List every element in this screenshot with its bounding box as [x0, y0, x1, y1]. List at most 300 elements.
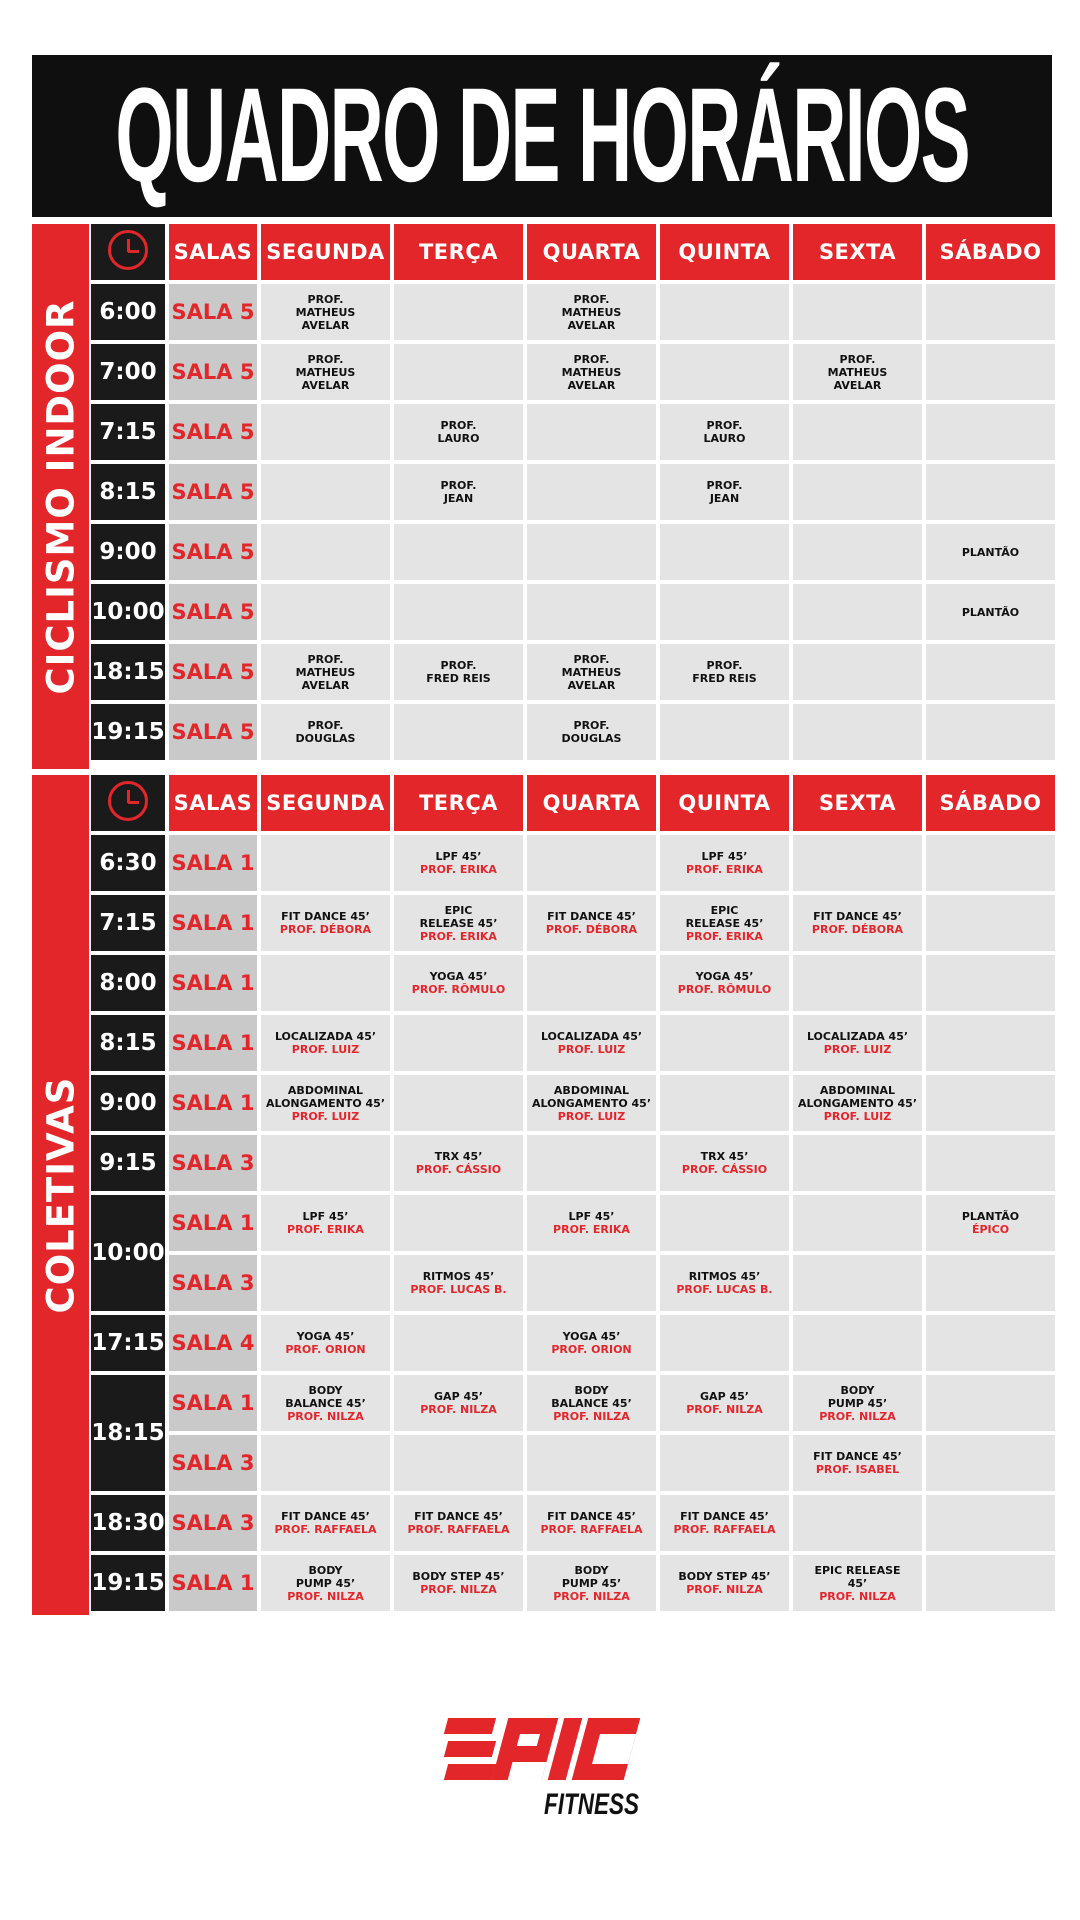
class-name: YOGA 45’ — [296, 1330, 355, 1343]
schedule-row — [91, 1075, 1055, 1131]
class-cell — [527, 584, 656, 640]
time-cell: 7:00 — [91, 344, 165, 400]
class-name: BODY STEP 45’ — [412, 1570, 505, 1583]
instructor-name: PROF. RAFFAELA — [540, 1523, 643, 1536]
class-cell — [261, 1255, 390, 1311]
class-cell — [261, 895, 390, 951]
class-name: FIT DANCE 45’ — [281, 1510, 370, 1523]
time-cell: 6:30 — [91, 835, 165, 891]
class-cell — [793, 1135, 922, 1191]
class-cell — [793, 464, 922, 520]
class-cell — [660, 704, 789, 760]
clock-header — [91, 224, 165, 280]
room-cell: SALA 5 — [169, 404, 257, 460]
class-cell — [660, 1495, 789, 1551]
class-cell — [660, 955, 789, 1011]
instructor-name: PROF. LUCAS B. — [676, 1283, 773, 1296]
class-cell — [261, 1435, 390, 1491]
class-name: PROF. FRED REIS — [692, 659, 757, 685]
class-cell — [527, 1315, 656, 1371]
instructor-name: PROF. ERIKA — [420, 929, 497, 943]
instructor-name: PROF. NILZA — [686, 1403, 763, 1416]
logo-wordmark — [446, 1718, 641, 1780]
class-cell — [926, 524, 1055, 580]
class-cell — [261, 835, 390, 891]
time-cell: 19:15 — [91, 1555, 165, 1611]
instructor-name: PROF. ERIKA — [287, 1223, 364, 1236]
class-cell — [793, 835, 922, 891]
class-name: BODY PUMP 45’ — [295, 1563, 356, 1590]
schedule-row — [91, 1315, 1055, 1371]
instructor-name: PROF. LUIZ — [291, 1043, 360, 1056]
header-day: TERÇA — [394, 224, 523, 280]
clock-icon — [108, 781, 148, 821]
time-cell: 9:15 — [91, 1135, 165, 1191]
class-cell — [261, 1495, 390, 1551]
instructor-name: PROF. NILZA — [553, 1589, 630, 1603]
instructor-name: PROF. ERIKA — [686, 863, 763, 876]
room-cell: SALA 5 — [169, 524, 257, 580]
header-day: QUINTA — [660, 224, 789, 280]
class-cell — [660, 1255, 789, 1311]
class-cell — [793, 955, 922, 1011]
schedule-row — [91, 1435, 1055, 1491]
class-name: PROF. MATHEUS AVELAR — [561, 292, 622, 332]
class-name: PROF. MATHEUS AVELAR — [295, 352, 356, 392]
class-cell — [394, 955, 523, 1011]
schedule-row — [91, 584, 1055, 640]
class-name: LPF 45’ — [701, 850, 748, 863]
room-cell: SALA 1 — [169, 835, 257, 891]
instructor-name: ÉPICO — [971, 1223, 1010, 1236]
class-name: EPIC RELEASE 45’ — [814, 1563, 901, 1590]
class-name: BODY BALANCE 45’ — [551, 1383, 632, 1410]
time-cell: 17:15 — [91, 1315, 165, 1371]
class-cell — [793, 1555, 922, 1611]
header-day: SÁBADO — [926, 775, 1055, 831]
instructor-name: PROF. LUIZ — [823, 1043, 892, 1056]
class-cell — [660, 344, 789, 400]
class-cell — [793, 1075, 922, 1131]
class-cell — [660, 524, 789, 580]
class-name: PROF. JEAN — [440, 479, 477, 505]
class-cell — [527, 464, 656, 520]
header-day: QUINTA — [660, 775, 789, 831]
class-name: GAP 45’ — [434, 1390, 483, 1403]
class-cell — [660, 1015, 789, 1071]
class-cell — [394, 1135, 523, 1191]
class-cell — [394, 1255, 523, 1311]
class-name: FIT DANCE 45’ — [680, 1510, 769, 1523]
room-cell: SALA 1 — [169, 955, 257, 1011]
class-cell — [926, 584, 1055, 640]
class-cell — [527, 1495, 656, 1551]
class-cell — [527, 1435, 656, 1491]
header-day: SEXTA — [793, 224, 922, 280]
room-cell: SALA 5 — [169, 464, 257, 520]
class-cell — [660, 1195, 789, 1251]
class-name: PROF. MATHEUS AVELAR — [827, 352, 888, 392]
class-cell — [261, 1015, 390, 1071]
time-cell: 9:00 — [91, 524, 165, 580]
class-name: BODY PUMP 45’ — [827, 1383, 888, 1410]
instructor-name: PROF. RAFFAELA — [407, 1523, 510, 1536]
class-name: PROF. DOUGLAS — [295, 719, 356, 745]
room-cell: SALA 4 — [169, 1315, 257, 1371]
class-cell — [660, 584, 789, 640]
class-name: TRX 45’ — [434, 1150, 483, 1163]
schedule-row — [91, 1375, 1055, 1431]
header-day: SEGUNDA — [261, 775, 390, 831]
class-name: PLANTÃO — [961, 605, 1020, 619]
class-cell — [394, 1495, 523, 1551]
class-name: LOCALIZADA 45’ — [274, 1030, 377, 1043]
class-cell — [261, 524, 390, 580]
class-name: ABDOMINAL ALONGAMENTO 45’ — [797, 1083, 918, 1110]
class-cell — [394, 1015, 523, 1071]
class-name: PROF. MATHEUS AVELAR — [561, 352, 622, 392]
class-cell — [394, 1435, 523, 1491]
header-day: QUARTA — [527, 224, 656, 280]
class-name: ABDOMINAL ALONGAMENTO 45’ — [265, 1083, 386, 1110]
instructor-name: PROF. LUIZ — [557, 1043, 626, 1056]
class-cell — [394, 1555, 523, 1611]
class-cell — [926, 344, 1055, 400]
class-name: FIT DANCE 45’ — [547, 910, 636, 923]
class-name: FIT DANCE 45’ — [547, 1510, 636, 1523]
class-cell — [394, 1195, 523, 1251]
class-cell — [527, 1255, 656, 1311]
class-cell — [793, 344, 922, 400]
schedule-row — [91, 704, 1055, 760]
class-name: PROF. MATHEUS AVELAR — [561, 652, 622, 692]
class-cell — [261, 464, 390, 520]
room-cell: SALA 3 — [169, 1435, 257, 1491]
schedule-row — [91, 1195, 1055, 1251]
instructor-name: PROF. LUCAS B. — [410, 1283, 507, 1296]
class-cell — [660, 404, 789, 460]
header-salas: SALAS — [169, 224, 257, 280]
class-cell — [527, 404, 656, 460]
class-name: PROF. DOUGLAS — [561, 719, 622, 745]
class-cell — [394, 1375, 523, 1431]
class-cell — [527, 1375, 656, 1431]
class-cell — [261, 1195, 390, 1251]
instructor-name: PROF. NILZA — [420, 1403, 497, 1416]
room-cell: SALA 1 — [169, 1075, 257, 1131]
instructor-name: PROF. CÁSSIO — [681, 1163, 768, 1176]
class-cell — [793, 1015, 922, 1071]
instructor-name: PROF. LUIZ — [823, 1109, 892, 1123]
class-cell — [926, 1375, 1055, 1431]
room-cell: SALA 3 — [169, 1135, 257, 1191]
instructor-name: PROF. NILZA — [553, 1409, 630, 1423]
class-cell — [527, 1075, 656, 1131]
class-cell — [261, 1375, 390, 1431]
schedule-row — [91, 404, 1055, 460]
class-cell — [926, 1495, 1055, 1551]
instructor-name: PROF. RAFFAELA — [673, 1523, 776, 1536]
time-cell: 8:15 — [91, 1015, 165, 1071]
class-cell — [926, 1195, 1055, 1251]
instructor-name: PROF. DÉBORA — [545, 923, 638, 936]
class-name: PROF. FRED REIS — [426, 659, 491, 685]
schedule-row — [91, 1015, 1055, 1071]
class-name: LPF 45’ — [435, 850, 482, 863]
schedule-table — [87, 220, 1059, 764]
class-name: FIT DANCE 45’ — [813, 910, 902, 923]
schedule-row — [91, 1135, 1055, 1191]
class-cell — [926, 644, 1055, 700]
class-cell — [261, 344, 390, 400]
class-name: LOCALIZADA 45’ — [806, 1030, 909, 1043]
class-name: PLANTÃO — [961, 545, 1020, 559]
section-label: CICLISMO INDOOR — [39, 298, 82, 695]
logo-subtitle: FITNESS — [544, 1788, 640, 1821]
schedule-row — [91, 1495, 1055, 1551]
schedule-row — [91, 955, 1055, 1011]
class-name: YOGA 45’ — [429, 970, 488, 983]
class-cell — [660, 1135, 789, 1191]
class-cell — [261, 1135, 390, 1191]
title-banner — [32, 55, 1052, 217]
room-cell: SALA 5 — [169, 584, 257, 640]
class-cell — [793, 644, 922, 700]
instructor-name: PROF. CÁSSIO — [415, 1163, 502, 1176]
room-cell: SALA 1 — [169, 1555, 257, 1611]
instructor-name: PROF. NILZA — [287, 1409, 364, 1423]
class-name: YOGA 45’ — [562, 1330, 621, 1343]
class-cell — [527, 895, 656, 951]
class-name: PROF. MATHEUS AVELAR — [295, 292, 356, 332]
class-cell — [926, 1135, 1055, 1191]
class-cell — [527, 644, 656, 700]
time-cell: 7:15 — [91, 404, 165, 460]
class-cell — [660, 1555, 789, 1611]
class-name: PROF. JEAN — [706, 479, 743, 505]
class-name: BODY BALANCE 45’ — [285, 1383, 366, 1410]
room-cell: SALA 1 — [169, 895, 257, 951]
class-cell — [926, 404, 1055, 460]
class-name: TRX 45’ — [700, 1150, 749, 1163]
section-label: COLETIVAS — [39, 1076, 82, 1314]
class-cell — [394, 1315, 523, 1371]
class-name: RITMOS 45’ — [422, 1270, 495, 1283]
header-day: SEGUNDA — [261, 224, 390, 280]
class-name: YOGA 45’ — [695, 970, 754, 983]
instructor-name: PROF. RÔMULO — [677, 983, 772, 996]
class-name: BODY PUMP 45’ — [561, 1563, 622, 1590]
class-cell — [793, 1435, 922, 1491]
schedule-row — [91, 344, 1055, 400]
class-name: RITMOS 45’ — [688, 1270, 761, 1283]
class-name: PLANTÃO — [961, 1210, 1020, 1223]
class-name: PROF. MATHEUS AVELAR — [295, 652, 356, 692]
section-label-bar — [32, 775, 89, 1615]
header-day: TERÇA — [394, 775, 523, 831]
time-cell: 18:15 — [91, 644, 165, 700]
time-cell: 9:00 — [91, 1075, 165, 1131]
class-cell — [527, 704, 656, 760]
class-cell — [394, 1075, 523, 1131]
instructor-name: PROF. NILZA — [819, 1589, 896, 1603]
class-cell — [261, 584, 390, 640]
class-name: EPIC RELEASE 45’ — [685, 903, 764, 930]
class-cell — [926, 1255, 1055, 1311]
class-cell — [394, 524, 523, 580]
clock-icon — [108, 230, 148, 270]
class-cell — [261, 1315, 390, 1371]
clock-header — [91, 775, 165, 831]
class-cell — [527, 1015, 656, 1071]
class-cell — [926, 1315, 1055, 1371]
schedule-row — [91, 1555, 1055, 1611]
header-day: SEXTA — [793, 775, 922, 831]
class-cell — [394, 284, 523, 340]
class-cell — [793, 704, 922, 760]
time-cell: 8:15 — [91, 464, 165, 520]
section-ciclismo-indoor — [32, 224, 1052, 769]
instructor-name: PROF. RÔMULO — [411, 983, 506, 996]
time-cell: 18:15 — [91, 1375, 165, 1491]
class-cell — [527, 1555, 656, 1611]
class-name: ABDOMINAL ALONGAMENTO 45’ — [531, 1083, 652, 1110]
instructor-name: PROF. ERIKA — [686, 929, 763, 943]
class-cell — [394, 644, 523, 700]
room-cell: SALA 5 — [169, 344, 257, 400]
instructor-name: PROF. NILZA — [686, 1583, 763, 1596]
room-cell: SALA 5 — [169, 704, 257, 760]
room-cell: SALA 5 — [169, 644, 257, 700]
room-cell: SALA 1 — [169, 1195, 257, 1251]
schedule-table — [87, 771, 1059, 1615]
class-name: EPIC RELEASE 45’ — [419, 903, 498, 930]
class-cell — [793, 584, 922, 640]
class-name: FIT DANCE 45’ — [813, 1450, 902, 1463]
section-label-bar — [32, 224, 89, 769]
class-cell — [793, 1495, 922, 1551]
class-cell — [660, 1375, 789, 1431]
time-cell: 10:00 — [91, 1195, 165, 1311]
class-cell — [926, 955, 1055, 1011]
instructor-name: PROF. NILZA — [819, 1409, 896, 1423]
instructor-name: PROF. NILZA — [420, 1583, 497, 1596]
schedule-row — [91, 644, 1055, 700]
time-cell: 7:15 — [91, 895, 165, 951]
class-cell — [394, 344, 523, 400]
class-cell — [527, 284, 656, 340]
class-name: LPF 45’ — [302, 1210, 349, 1223]
class-cell — [394, 704, 523, 760]
class-cell — [527, 1195, 656, 1251]
class-cell — [527, 344, 656, 400]
section-coletivas — [32, 775, 1052, 1615]
class-cell — [394, 464, 523, 520]
class-cell — [926, 1075, 1055, 1131]
schedule-row — [91, 835, 1055, 891]
room-cell: SALA 1 — [169, 1375, 257, 1431]
class-cell — [793, 524, 922, 580]
epic-fitness-logo — [446, 1718, 641, 1828]
class-cell — [793, 1195, 922, 1251]
time-cell: 6:00 — [91, 284, 165, 340]
class-name: BODY STEP 45’ — [678, 1570, 771, 1583]
class-cell — [660, 1075, 789, 1131]
room-cell: SALA 5 — [169, 284, 257, 340]
instructor-name: PROF. LUIZ — [291, 1109, 360, 1123]
schedule-row — [91, 464, 1055, 520]
instructor-name: PROF. RAFFAELA — [274, 1523, 377, 1536]
time-cell: 19:15 — [91, 704, 165, 760]
schedule-row — [91, 284, 1055, 340]
class-cell — [261, 1555, 390, 1611]
class-cell — [660, 464, 789, 520]
class-cell — [394, 895, 523, 951]
time-cell: 10:00 — [91, 584, 165, 640]
class-cell — [926, 835, 1055, 891]
class-cell — [926, 464, 1055, 520]
class-name: LPF 45’ — [568, 1210, 615, 1223]
instructor-name: PROF. NILZA — [287, 1589, 364, 1603]
class-name: PROF. LAURO — [437, 419, 480, 445]
instructor-name: PROF. ORION — [551, 1343, 632, 1356]
class-cell — [261, 284, 390, 340]
class-cell — [793, 895, 922, 951]
room-cell: SALA 3 — [169, 1255, 257, 1311]
class-cell — [261, 955, 390, 1011]
instructor-name: PROF. DÉBORA — [279, 923, 372, 936]
room-cell: SALA 1 — [169, 1015, 257, 1071]
class-cell — [261, 704, 390, 760]
instructor-name: PROF. LUIZ — [557, 1109, 626, 1123]
class-cell — [793, 284, 922, 340]
time-cell: 18:30 — [91, 1495, 165, 1551]
schedule-row — [91, 895, 1055, 951]
class-name: PROF. LAURO — [703, 419, 746, 445]
header-salas: SALAS — [169, 775, 257, 831]
instructor-name: PROF. ERIKA — [553, 1223, 630, 1236]
class-cell — [527, 955, 656, 1011]
class-cell — [394, 584, 523, 640]
class-cell — [527, 835, 656, 891]
class-cell — [926, 1435, 1055, 1491]
class-cell — [926, 704, 1055, 760]
class-cell — [261, 644, 390, 700]
class-cell — [926, 1555, 1055, 1611]
class-cell — [926, 1015, 1055, 1071]
class-cell — [394, 835, 523, 891]
class-cell — [660, 644, 789, 700]
class-cell — [793, 1315, 922, 1371]
class-cell — [793, 404, 922, 460]
class-cell — [660, 835, 789, 891]
class-name: LOCALIZADA 45’ — [540, 1030, 643, 1043]
class-name: FIT DANCE 45’ — [414, 1510, 503, 1523]
class-name: GAP 45’ — [700, 1390, 749, 1403]
class-cell — [793, 1255, 922, 1311]
instructor-name: PROF. ORION — [285, 1343, 366, 1356]
class-cell — [926, 895, 1055, 951]
class-cell — [261, 404, 390, 460]
instructor-name: PROF. ISABEL — [815, 1463, 900, 1476]
class-cell — [660, 1435, 789, 1491]
class-cell — [660, 895, 789, 951]
class-cell — [660, 284, 789, 340]
header-day: QUARTA — [527, 775, 656, 831]
time-cell: 8:00 — [91, 955, 165, 1011]
class-name: FIT DANCE 45’ — [281, 910, 370, 923]
class-cell — [660, 1315, 789, 1371]
